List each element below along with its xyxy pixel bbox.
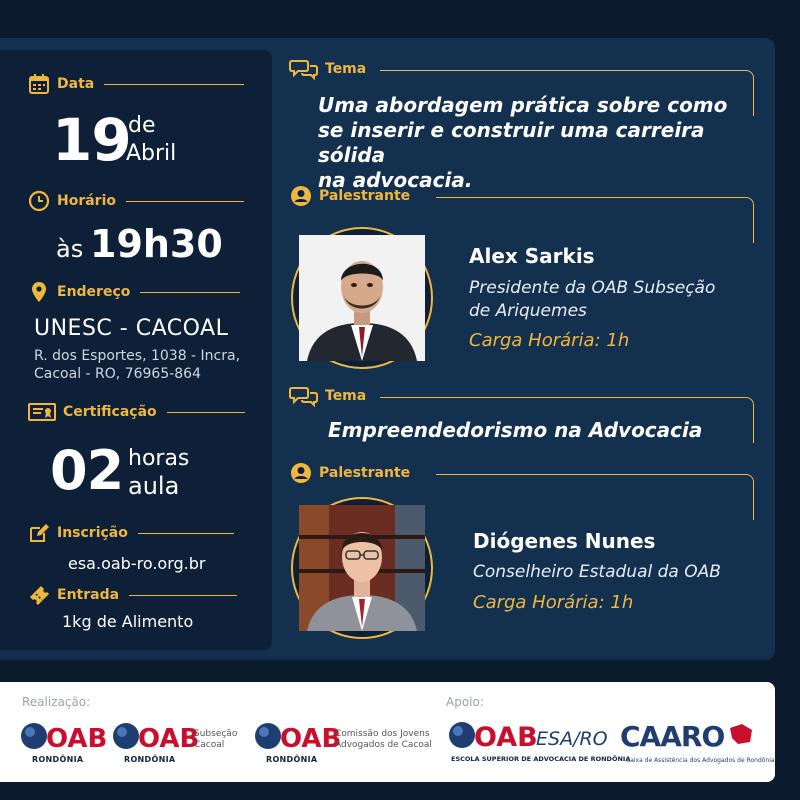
oab-young-lawyers-logo [254,720,342,754]
divider [138,533,234,534]
theme-2-text: Empreendedorismo na Advocacia [328,418,703,442]
registration-label: Inscrição [57,525,128,541]
esa-caption: ESCOLA SUPERIOR DE ADVOCACIA DE RONDÔNIA [451,755,631,763]
speaker-2-name: Diógenes Nunes [473,529,656,553]
ticket-icon [28,584,50,606]
logo-subtitle: RONDÔNIA [266,755,318,764]
date-header [28,73,244,95]
registration-header [28,522,234,544]
speaker-2-photo [291,497,433,639]
esa-ro-logo [448,718,608,752]
logo-caption: Cacoal [194,740,225,750]
divider [129,595,237,596]
logo-subtitle: RONDÔNIA [32,755,84,764]
clock-icon [28,190,50,212]
speaker-2-label: Palestrante [319,465,411,481]
oab-cacoal-logo [112,720,200,754]
entry-value: 1kg de Alimento [62,612,194,631]
chat-bubbles-icon [290,385,318,407]
divider [140,292,240,293]
theme-1-text [318,93,748,193]
speaker-1-role: de Ariquemes [469,301,587,321]
time-prefix: às [56,235,84,263]
caaro-logo [620,718,760,752]
speaker-1-header [290,185,410,207]
speaker-1-name: Alex Sarkis [469,244,595,268]
address-label: Endereço [57,284,131,300]
certification-unit-1: horas [128,446,190,471]
esa-wordmark: ESA/RO [536,728,608,750]
theme-1-line: se inserir e construir uma carreira sólida [318,118,705,167]
logo-wordmark: OAB [280,724,342,754]
logo-caption: Subseção [194,729,238,739]
speaker-2-header [290,462,410,484]
theme-2-header [290,385,366,407]
theme-1-label: Tema [325,61,367,77]
certification-unit-2: aula [128,472,180,500]
address-header [28,281,240,303]
entry-label: Entrada [57,587,120,603]
edit-icon [28,522,50,544]
date-preposition: de [128,113,156,138]
speaker-1-label: Palestrante [319,188,411,204]
speaker-1-photo [291,227,433,369]
caaro-caption: Caixa de Assistência dos Advogados de Rondônia [626,757,775,764]
speaker-1-workload: Carga Horária: 1h [469,330,630,351]
address-line-1: R. dos Esportes, 1038 - Incra, [34,348,241,364]
certification-label: Certificação [63,404,157,420]
calendar-icon [28,73,50,95]
certification-hours: 02 [50,439,124,502]
logo-subtitle: RONDÔNIA [124,755,176,764]
speaker-2-workload: Carga Horária: 1h [473,592,634,613]
user-icon [290,462,312,484]
logo-wordmark: OAB [138,724,200,754]
chat-bubbles-icon [290,58,318,80]
certificate-icon [28,401,56,423]
venue-name: UNESC - CACOAL [34,316,229,341]
caaro-wordmark: CAARO [620,720,725,753]
sponsors-footer [0,682,775,782]
time-header [28,190,244,212]
divider [126,201,244,202]
date-day: 19 [52,106,131,174]
theme-1-header [290,58,366,80]
oab-rondonia-logo [20,720,108,754]
entry-header [28,584,237,606]
logo-wordmark: OAB [46,724,108,754]
support-label: Apoio: [446,695,484,709]
time-label: Horário [57,193,117,209]
logo-caption: Advogados de Cacoal [335,740,432,750]
theme-2-label: Tema [325,388,367,404]
logo-wordmark: OAB [474,722,538,753]
speaker-1-role: Presidente da OAB Subseção [469,278,716,298]
user-icon [290,185,312,207]
divider [167,412,245,413]
theme-1-line: na advocacia. [318,168,473,192]
location-pin-icon [28,281,50,303]
date-label: Data [57,76,95,92]
speaker-1-frame [436,197,754,243]
theme-1-line: Uma abordagem prática sobre como [318,93,728,117]
certification-header [28,401,245,423]
divider [104,84,244,85]
speaker-2-role: Conselheiro Estadual da OAB [473,562,721,582]
date-month: Abril [126,141,177,166]
time-value: 19h30 [90,222,223,266]
speaker-2-frame [436,474,754,520]
registration-url[interactable]: esa.oab-ro.org.br [68,554,206,573]
realization-label: Realização: [22,695,91,709]
logo-caption: Comissão dos Jovens [335,729,430,739]
address-line-2: Cacoal - RO, 76965-864 [34,366,201,382]
